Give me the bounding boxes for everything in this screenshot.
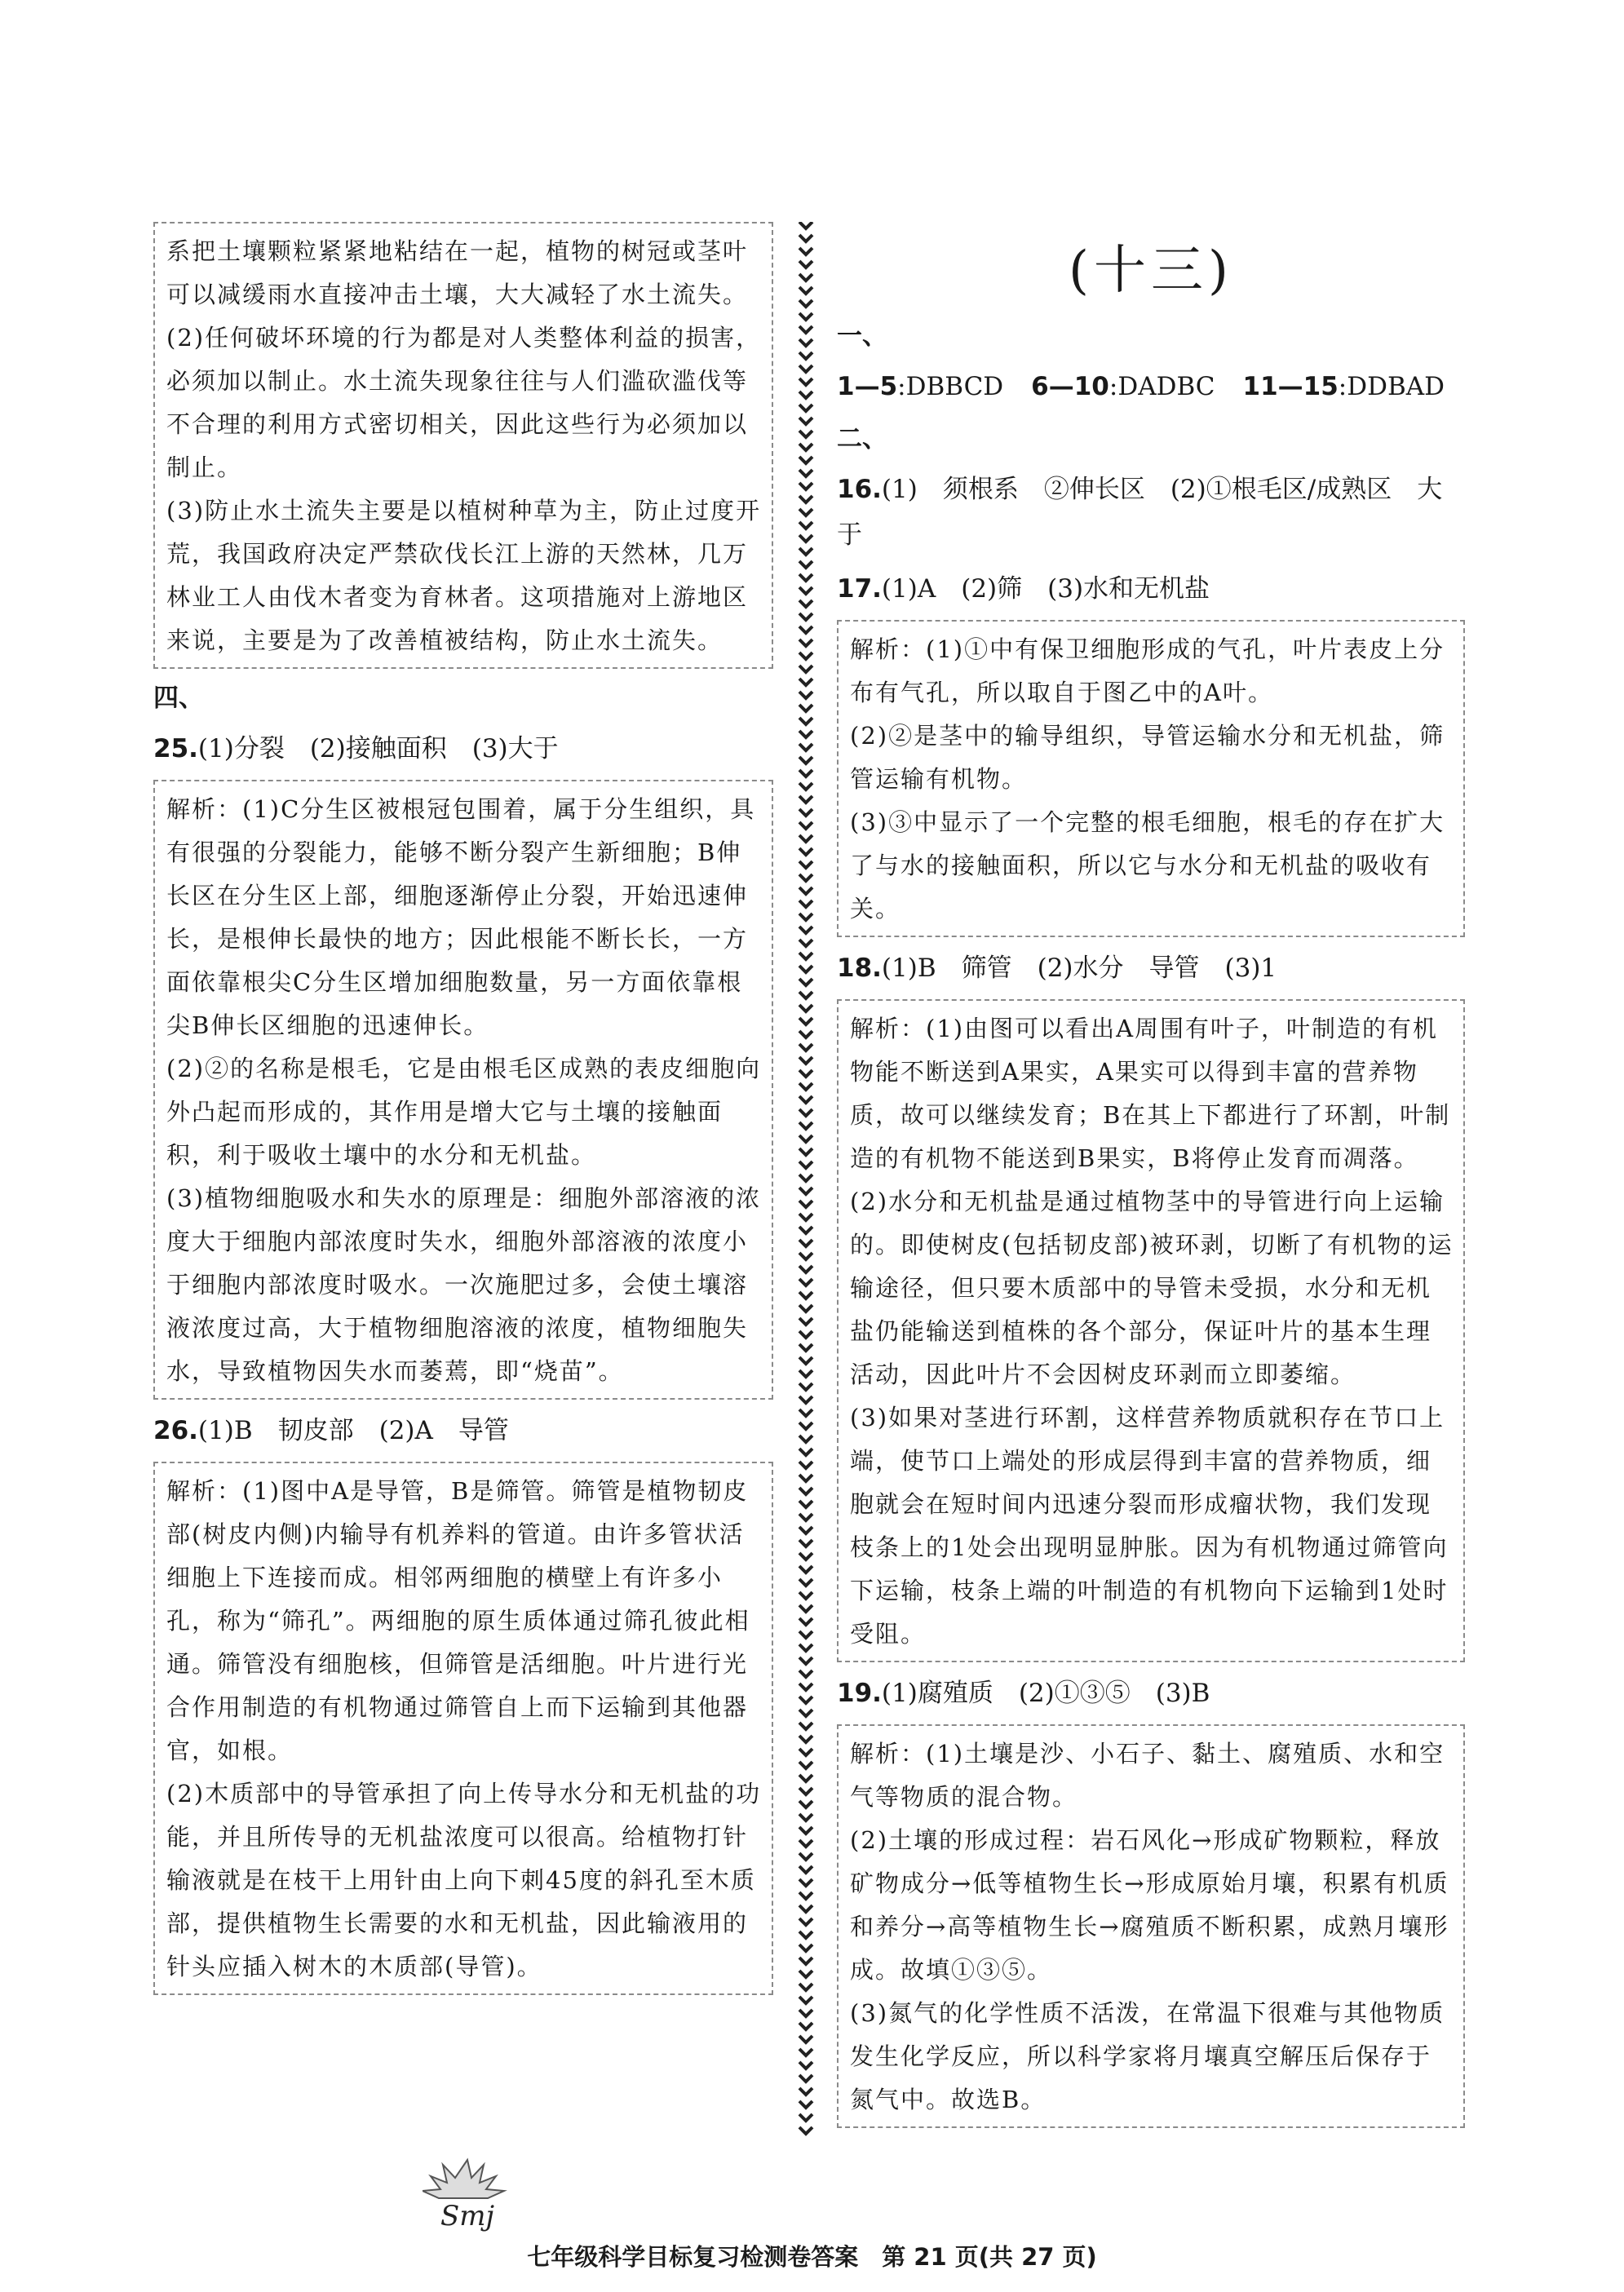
question-19-answer <box>837 1670 1465 1716</box>
question-18-analysis-box <box>837 999 1465 1662</box>
answer-text: (1) 须根系 ②伸长区 (2)①根毛区/成熟区 大于 <box>837 475 1443 550</box>
answer-text: (1)分裂 (2)接触面积 (3)大于 <box>197 734 559 763</box>
section-heading-1: 一、 <box>837 321 887 351</box>
analysis-paragraph: 解析：(1)C分生区被根冠包围着，属于分生组织，具有很强的分裂能力，能够不断分裂产生新细胞；B伸长区在分生区上部，细胞逐渐停止分裂，开始迅速伸长，是根伸长最快的地方；因此根能不断长长，一方面依靠根尖C分生区增加细胞数量，另一方面依靠根尖B伸长区细胞的迅速伸长。 <box>166 795 756 1039</box>
svg-text:Smj: Smj <box>440 2200 495 2232</box>
answer-text: (1)腐殖质 (2)①③⑤ (3)B <box>881 1679 1210 1708</box>
continued-analysis-box <box>153 222 773 669</box>
page-footer: 七年级科学目标复习检测卷答案 第 21 页(共 27 页) <box>527 2243 1097 2271</box>
analysis-paragraph: 解析：(1)①中有保卫细胞形成的气孔，叶片表皮上分布有气孔，所以取自于图乙中的A叶。 <box>850 635 1445 706</box>
analysis-paragraph: 解析：(1)图中A是导管，B是筛管。筛管是植物韧皮部(树皮内侧)内输导有机养料的管道。由许多管状活细胞上下连接而成。相邻两细胞的横壁上有许多小孔，称为“筛孔”。两细胞的原生质体通过筛孔彼此相通。筛管没有细胞核，但筛管是活细胞。叶片进行光合作用制造的有机物通过筛管自上而下运输到其他器官，如根。 <box>166 1477 750 1764</box>
question-18-answer <box>837 945 1465 991</box>
mc-range: 6—10 <box>1031 372 1109 401</box>
analysis-paragraph: (3)防止水土流失主要是以植树种草为主，防止过度开荒，我国政府决定严禁砍伐长江上游的天然林，几万林业工人由伐木者变为育林者。这项措施对上游地区来说，主要是为了改善植被结构，防止水土流失。 <box>166 497 762 654</box>
right-column <box>837 222 1465 2128</box>
question-25-answer <box>153 726 773 772</box>
column-divider <box>798 222 814 2147</box>
section-title: (十三) <box>1069 241 1233 301</box>
analysis-paragraph: (3)③中显示了一个完整的根毛细胞，根毛的存在扩大了与水的接触面积，所以它与水分和无机盐的吸收有关。 <box>850 808 1445 923</box>
question-16-answer <box>837 467 1465 558</box>
section-heading-2: 二、 <box>837 424 887 454</box>
question-number: 19. <box>837 1679 882 1708</box>
question-19-analysis-box <box>837 1724 1465 2128</box>
analysis-paragraph: 系把土壤颗粒紧紧地粘结在一起，植物的树冠或茎叶可以减缓雨水直接冲击土壤，大大减轻了水土流失。 <box>166 237 749 308</box>
answer-text: (1)B 韧皮部 (2)A 导管 <box>197 1416 509 1445</box>
question-17-analysis-box <box>837 620 1465 937</box>
answer-text: (1)A (2)筛 (3)水和无机盐 <box>881 574 1210 604</box>
multiple-choice-answers: 1—5:DBBCD 6—10:DADBC 11—15:DDBAD <box>837 372 1445 401</box>
analysis-paragraph: 解析：(1)由图可以看出A周围有叶子，叶制造的有机物能不断送到A果实，A果实可以得到丰富的营养物质，故可以继续发育；B在其上下都进行了环割，叶制造的有机物不能送到B果实，B将停止发育而凋落。 <box>850 1015 1451 1172</box>
question-17-answer <box>837 566 1465 612</box>
question-number: 26. <box>153 1416 198 1445</box>
publisher-logo-icon <box>423 2153 512 2243</box>
analysis-paragraph: (2)②是茎中的输导组织，导管运输水分和无机盐，筛管运输有机物。 <box>850 722 1445 793</box>
question-25-analysis-box <box>153 780 773 1400</box>
mc-answers: DBBCD <box>905 372 1004 401</box>
question-number: 25. <box>153 734 198 763</box>
question-number: 16. <box>837 475 882 504</box>
mc-answers: DADBC <box>1117 372 1215 401</box>
question-26-analysis-box <box>153 1462 773 1995</box>
analysis-paragraph: (3)如果对茎进行环割，这样营养物质就积存在节口上端，使节口上端处的形成层得到丰富的营养物质，细胞就会在短时间内迅速分裂而形成瘤状物，我们发现枝条上的1处会出现明显肿胀。因为有机物通过筛管向下运输，枝条上端的叶制造的有机物向下运输到1处时受阻。 <box>850 1404 1449 1648</box>
mc-range: 11—15 <box>1242 372 1339 401</box>
left-column <box>153 222 773 1995</box>
analysis-paragraph: 解析：(1)土壤是沙、小石子、黏土、腐殖质、水和空气等物质的混合物。 <box>850 1740 1445 1811</box>
analysis-paragraph: (2)任何破坏环境的行为都是对人类整体利益的损害，必须加以制止。水土流失现象往往与人们滥砍滥伐等不合理的利用方式密切相关，因此这些行为必须加以制止。 <box>166 324 762 481</box>
analysis-paragraph: (2)木质部中的导管承担了向上传导水分和无机盐的功能，并且所传导的无机盐浓度可以很高。给植物打针输液就是在枝干上用针由上向下刺45度的斜孔至木质部，提供植物生长需要的水和无机盐，因此输液用的针头应插入树木的木质部(导管)。 <box>166 1780 762 1980</box>
question-number: 18. <box>837 954 882 983</box>
section-heading-4: 四、 <box>153 684 204 713</box>
analysis-paragraph: (3)植物细胞吸水和失水的原理是：细胞外部溶液的浓度大于细胞内部浓度时失水，细胞外部溶液的浓度小于细胞内部浓度时吸水。一次施肥过多，会使土壤溶液浓度过高，大于植物细胞溶液的浓度，植物细胞失水，导致植物因失水而萎蔫，即“烧苗”。 <box>166 1184 762 1385</box>
analysis-paragraph: (2)水分和无机盐是通过植物茎中的导管进行向上运输的。即使树皮(包括韧皮部)被环剥，切断了有机物的运输途径，但只要木质部中的导管未受损，水分和无机盐仍能输送到植株的各个部分，保证叶片的基本生理活动，因此叶片不会因树皮环剥而立即萎缩。 <box>850 1188 1454 1388</box>
mc-range: 1—5 <box>837 372 898 401</box>
mc-answers: DDBAD <box>1347 372 1445 401</box>
analysis-paragraph: (3)氮气的化学性质不活泼，在常温下很难与其他物质发生化学反应，所以科学家将月壤真空解压后保存于氮气中。故选B。 <box>850 1999 1445 2113</box>
question-number: 17. <box>837 574 882 604</box>
answer-text: (1)B 筛管 (2)水分 导管 (3)1 <box>881 954 1277 983</box>
question-26-answer <box>153 1408 773 1454</box>
analysis-paragraph: (2)②的名称是根毛，它是由根毛区成熟的表皮细胞向外凸起而形成的，其作用是增大它与土壤的接触面积，利于吸收土壤中的水分和无机盐。 <box>166 1055 762 1169</box>
analysis-paragraph: (2)土壤的形成过程：岩石风化→形成矿物颗粒，释放矿物成分→低等植物生长→形成原始月壤，积累有机质和养分→高等植物生长→腐殖质不断积累，成熟月壤形成。故填①③⑤。 <box>850 1826 1449 1984</box>
